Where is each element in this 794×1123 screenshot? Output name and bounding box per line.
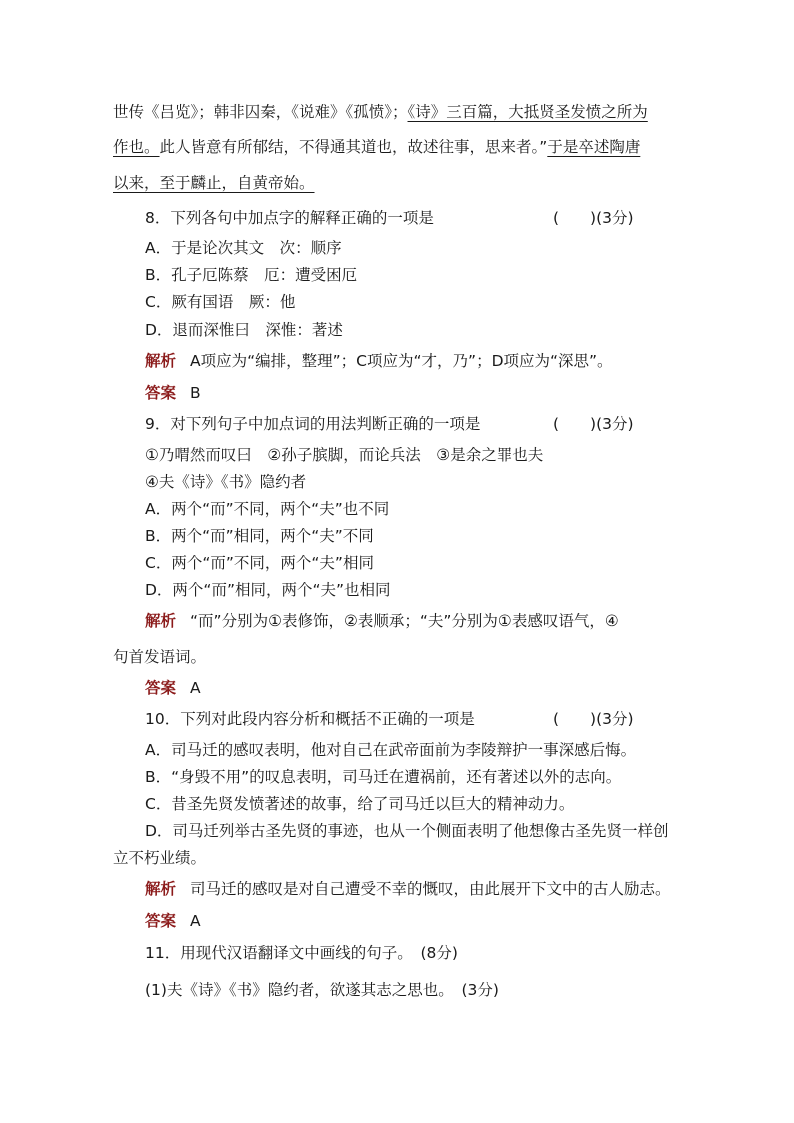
question-10-option-d-cont: 立不朽业绩。 <box>113 849 207 867</box>
analysis-label: 解析 <box>145 612 177 630</box>
answer-label: 答案 <box>145 384 177 402</box>
question-9-analysis-cont: 句首发语词。 <box>113 648 207 666</box>
question-8-answer: 答案 B <box>145 384 201 402</box>
underlined-sentence: 以来，至于麟止，自黄帝始。 <box>113 174 315 192</box>
question-9-option-d: D．两个“而”相同，两个“夫”也相同 <box>145 581 391 599</box>
question-10-option-a: A．司马迁的感叹表明，他对自己在武帝面前为李陵辩护一事深感后悔。 <box>145 741 637 759</box>
question-9-sentences-1: ①乃喟然而叹曰 ②孙子膑脚，而论兵法 ③是余之罪也夫 <box>145 446 544 464</box>
question-9-stem: 9．对下列句子中加点词的用法判断正确的一项是 <box>145 415 481 433</box>
passage-line-3 <box>113 173 693 193</box>
question-8-analysis: 解析 A项应为“编排，整理”；C项应为“才，乃”；D项应为“深思”。 <box>145 352 613 370</box>
underlined-sentence: 作也。 <box>113 138 160 156</box>
question-8-option-b: B．孔子厄陈蔡 厄：遭受困厄 <box>145 266 358 284</box>
question-8-stem: 8．下列各句中加点字的解释正确的一项是 <box>145 209 434 227</box>
question-9-answer: 答案 A <box>145 679 201 697</box>
question-10-option-b: B．“身毁不用”的叹息表明，司马迁在遭祸前，还有著述以外的志向。 <box>145 768 622 786</box>
question-10-option-c: C．昔圣先贤发愤著述的故事，给了司马迁以巨大的精神动力。 <box>145 795 575 813</box>
analysis-label: 解析 <box>145 880 177 898</box>
question-11-stem: 11．用现代汉语翻译文中画线的句子。 (8分) <box>145 944 458 962</box>
question-8-option-a: A．于是论次其文 次：顺序 <box>145 239 342 257</box>
question-11-sub-1: (1)夫《诗》《书》隐约者，欲遂其志之思也。 (3分) <box>145 981 499 999</box>
question-8-option-c: C．厥有国语 厥：他 <box>145 293 296 311</box>
question-10-option-d: D．司马迁列举古圣先贤的事迹，也从一个侧面表明了他想像古圣先贤一样创 <box>145 822 669 840</box>
question-9-option-c: C．两个“而”不同，两个“夫”相同 <box>145 554 374 572</box>
question-9-analysis: 解析 “而”分别为①表修饰，②表顺承；“夫”分别为①表感叹语气，④ <box>145 612 619 630</box>
answer-label: 答案 <box>145 912 177 930</box>
underlined-sentence: 《诗》三百篇，大抵贤圣发愤之所为 <box>407 103 648 121</box>
passage-line-1: 世传《吕览》；韩非囚秦，《说难》《孤愤》；《诗》三百篇，大抵贤圣发愤之所为 <box>113 103 648 121</box>
analysis-label: 解析 <box>145 352 177 370</box>
question-10-score: ( )(3分) <box>553 710 634 728</box>
question-9-sentences-2: ④夫《诗》《书》隐约者 <box>145 473 307 491</box>
question-9-score: ( )(3分) <box>553 415 634 433</box>
question-8-option-d: D．退而深惟曰 深惟：著述 <box>145 321 343 339</box>
underlined-sentence: 于是卒述陶唐 <box>547 138 641 156</box>
passage-line-2: 作也。此人皆意有所郁结，不得通其道也，故述往事，思来者。”于是卒述陶唐 <box>113 138 641 156</box>
question-9-option-a: A．两个“而”不同，两个“夫”也不同 <box>145 500 390 518</box>
question-9-option-b: B．两个“而”相同，两个“夫”不同 <box>145 527 374 545</box>
question-10-answer: 答案 A <box>145 912 201 930</box>
question-10-analysis: 解析 司马迁的感叹是对自己遭受不幸的慨叹，由此展开下文中的古人励志。 <box>145 880 671 898</box>
question-10-stem: 10．下列对此段内容分析和概括不正确的一项是 <box>145 710 475 728</box>
answer-label: 答案 <box>145 679 177 697</box>
question-8-score: ( )(3分) <box>553 209 634 227</box>
